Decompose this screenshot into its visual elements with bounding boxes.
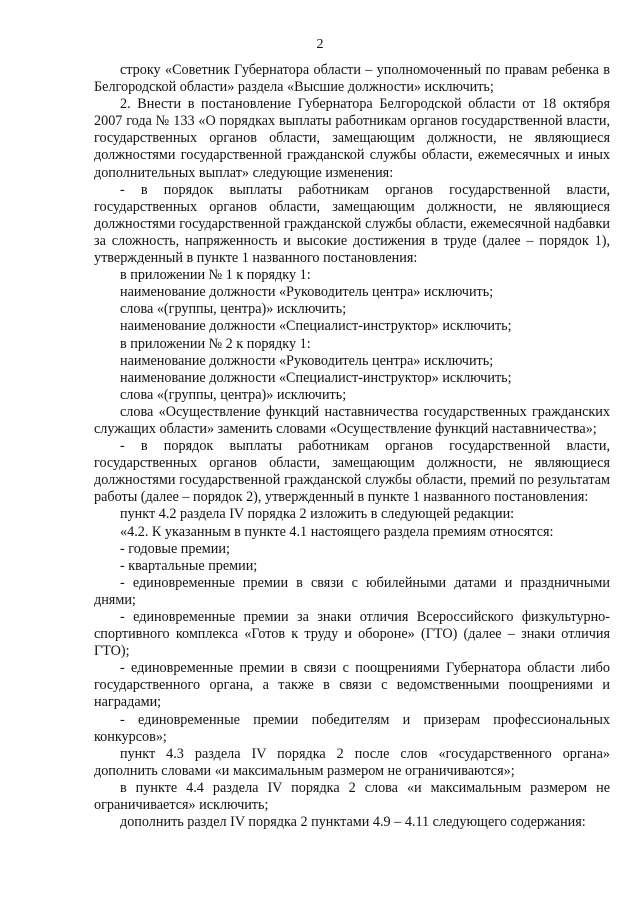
paragraph: в пункте 4.4 раздела IV порядка 2 слова «и максимальным размером не ограничивается» исключить;: [94, 779, 610, 814]
paragraph: строку «Советник Губернатора области – уполномоченный по правам ребенка в Белгородской области» раздела «Высшие должности» исключить;: [94, 62, 610, 96]
paragraph: наименование должности «Руководитель центра» исключить;: [120, 284, 494, 301]
paragraph: дополнить раздел IV порядка 2 пунктами 4.9 – 4.11 следующего содержания:: [120, 814, 586, 831]
paragraph: слова «Осуществление функций наставничества государственных гражданских служащих области» заменить словами «Осуществление функций наставничества»;: [94, 403, 610, 437]
paragraph: - единовременные премии победителям и призерам профессиональных конкурсов»;: [94, 711, 610, 745]
paragraph: наименование должности «Руководитель центра» исключить;: [120, 352, 494, 369]
paragraph: - единовременные премии за знаки отличия Всероссийского физкультурно-спортивного комплекса «Готов к труду и обороне» (ГТО) (далее – знаки отличия ГТО);: [94, 609, 610, 660]
paragraph: пункт 4.2 раздела IV порядка 2 изложить в следующей редакции:: [120, 506, 515, 523]
paragraph: «4.2. К указанным в пункте 4.1 настоящего раздела премиям относятся:: [120, 523, 554, 540]
paragraph: в приложении № 2 к порядку 1:: [120, 335, 311, 352]
paragraph: - годовые премии;: [120, 540, 230, 557]
paragraph: пункт 4.3 раздела IV порядка 2 после слов «государственного органа» дополнить словами «и максимальным размером не ограничиваются»;: [94, 745, 610, 779]
paragraph: в приложении № 1 к порядку 1:: [120, 267, 311, 284]
paragraph: 2. Внести в постановление Губернатора Белгородской области от 18 октября 2007 года № 133 «О порядках выплаты работникам органов государственной власти, государственных органов области, замещающим должности, не являющиеся должностями государственной гражданской службы области, ежемесячных и иных дополнительных выплат» следующие изменения:: [94, 96, 610, 181]
paragraph: наименование должности «Специалист-инструктор» исключить;: [120, 369, 512, 386]
paragraph: слова «(группы, центра)» исключить;: [120, 301, 347, 318]
paragraph: - единовременные премии в связи с юбилейными датами и праздничными днями;: [94, 574, 610, 608]
document-body: [94, 62, 610, 831]
paragraph: наименование должности «Специалист-инструктор» исключить;: [120, 318, 512, 335]
paragraph: - квартальные премии;: [120, 557, 258, 574]
paragraph: - в порядок выплаты работникам органов государственной власти, государственных органов области, замещающим должности, не являющиеся должностями государственной гражданской службы области, ежемесячной надбавки за сложность, напряженность и высокие достижения в труде (далее – порядок 1), утвержденный в пункте 1 названного постановления:: [94, 181, 610, 267]
paragraph: - в порядок выплаты работникам органов государственной власти, государственных органов области, замещающим должности, не являющиеся должностями государственной гражданской службы области, премий по результатам работы (далее – порядок 2), утвержденный в пункте 1 названного постановления:: [94, 438, 610, 506]
paragraph: - единовременные премии в связи с поощрениями Губернатора области либо государственного органа, а также в связи с ведомственными поощрениями и наградами;: [94, 660, 610, 711]
paragraph: слова «(группы, центра)» исключить;: [120, 386, 347, 403]
page-number: 2: [316, 37, 324, 52]
